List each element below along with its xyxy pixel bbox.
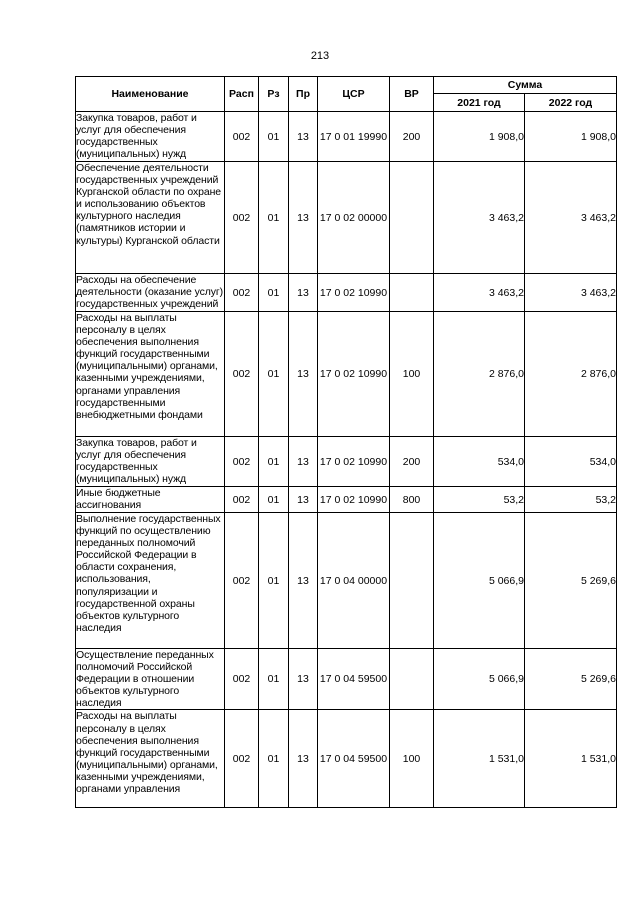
row-vr-cell: 100 <box>390 710 434 808</box>
col-header-name: Наименование <box>76 77 225 112</box>
row-vr-cell <box>390 649 434 710</box>
table-row <box>76 437 617 487</box>
row-pr-cell: 13 <box>289 112 318 162</box>
row-2021-cell: 5 066,9 <box>434 513 525 649</box>
table-row <box>76 112 617 162</box>
row-csr-cell: 17 0 04 00000 <box>318 513 390 649</box>
row-csr-cell: 17 0 01 19990 <box>318 112 390 162</box>
row-2022-cell: 2 876,0 <box>525 312 617 437</box>
row-name-cell: Расходы на выплаты персоналу в целях обеспечения выполнения функций государственными (муниципальными) органами, казенными учреждениями, органами управления <box>76 710 225 808</box>
row-2021-cell: 3 463,2 <box>434 162 525 274</box>
page-number: 213 <box>310 50 330 62</box>
row-csr-cell: 17 0 02 10990 <box>318 487 390 513</box>
row-rasp-cell: 002 <box>225 649 259 710</box>
col-header-2022: 2022 год <box>525 94 617 112</box>
row-rasp-cell: 002 <box>225 437 259 487</box>
row-name-cell: Иные бюджетные ассигнования <box>76 487 225 513</box>
row-2022-cell: 3 463,2 <box>525 274 617 312</box>
row-rasp-cell: 002 <box>225 112 259 162</box>
row-2022-cell: 3 463,2 <box>525 162 617 274</box>
row-pr-cell: 13 <box>289 312 318 437</box>
row-csr-cell: 17 0 02 00000 <box>318 162 390 274</box>
row-name-cell: Закупка товаров, работ и услуг для обеспечения государственных (муниципальных) нужд <box>76 112 225 162</box>
row-rz-cell: 01 <box>259 487 289 513</box>
row-vr-cell <box>390 274 434 312</box>
budget-table <box>75 76 617 808</box>
row-csr-cell: 17 0 02 10990 <box>318 437 390 487</box>
row-pr-cell: 13 <box>289 162 318 274</box>
row-2022-cell: 5 269,6 <box>525 513 617 649</box>
row-rz-cell: 01 <box>259 437 289 487</box>
row-name-cell: Закупка товаров, работ и услуг для обеспечения государственных (муниципальных) нужд <box>76 437 225 487</box>
col-header-vr: ВР <box>390 77 434 112</box>
row-2021-cell: 53,2 <box>434 487 525 513</box>
table-row <box>76 274 617 312</box>
col-header-rz: Рз <box>259 77 289 112</box>
row-2022-cell: 1 531,0 <box>525 710 617 808</box>
row-rz-cell: 01 <box>259 710 289 808</box>
row-vr-cell: 100 <box>390 312 434 437</box>
row-vr-cell <box>390 513 434 649</box>
row-2021-cell: 1 531,0 <box>434 710 525 808</box>
header-row <box>76 77 617 94</box>
row-rz-cell: 01 <box>259 162 289 274</box>
row-pr-cell: 13 <box>289 437 318 487</box>
row-rasp-cell: 002 <box>225 162 259 274</box>
row-pr-cell: 13 <box>289 513 318 649</box>
table-row <box>76 487 617 513</box>
row-name-cell: Расходы на обеспечение деятельности (оказание услуг) государственных учреждений <box>76 274 224 311</box>
col-header-rasp: Расп <box>225 77 259 112</box>
row-2022-cell: 5 269,6 <box>525 649 617 710</box>
row-2021-cell: 3 463,2 <box>434 274 525 312</box>
row-csr-cell: 17 0 02 10990 <box>318 274 390 312</box>
table-row <box>76 513 617 649</box>
row-2022-cell: 53,2 <box>525 487 617 513</box>
row-vr-cell <box>390 162 434 274</box>
col-header-pr: Пр <box>289 77 318 112</box>
table-row <box>76 312 617 437</box>
row-rasp-cell: 002 <box>225 513 259 649</box>
table-row <box>76 649 617 710</box>
row-rasp-cell: 002 <box>225 312 259 437</box>
row-pr-cell: 13 <box>289 710 318 808</box>
row-2021-cell: 5 066,9 <box>434 649 525 710</box>
col-header-csr: ЦСР <box>318 77 390 112</box>
row-2022-cell: 1 908,0 <box>525 112 617 162</box>
row-vr-cell: 800 <box>390 487 434 513</box>
row-name-cell: Расходы на выплаты персоналу в целях обеспечения выполнения функций государственными (муниципальными) органами, казенными учреждениями, органами управления государственными внебюджетными фондами <box>76 312 225 437</box>
row-pr-cell: 13 <box>289 487 318 513</box>
table-row <box>76 162 617 274</box>
row-2021-cell: 1 908,0 <box>434 112 525 162</box>
row-csr-cell: 17 0 04 59500 <box>318 649 390 710</box>
row-name-cell: Обеспечение деятельности государственных учреждений Курганской области по охране и использованию объектов культурного наследия (памятников истории и культуры) Курганской области <box>76 162 225 274</box>
row-2021-cell: 534,0 <box>434 437 525 487</box>
row-name-cell: Выполнение государственных функций по осуществлению переданных полномочий Российской Федерации в области сохранения, использования, популяризации и государственной охраны объектов культурного наследия <box>76 513 225 649</box>
row-csr-cell: 17 0 04 59500 <box>318 710 390 808</box>
row-vr-cell: 200 <box>390 112 434 162</box>
row-name-cell: Осуществление переданных полномочий Российской Федерации в отношении объектов культурного наследия <box>76 649 225 710</box>
row-vr-cell: 200 <box>390 437 434 487</box>
row-pr-cell: 13 <box>289 274 318 312</box>
row-2022-cell: 534,0 <box>525 437 617 487</box>
row-pr-cell: 13 <box>289 649 318 710</box>
row-rz-cell: 01 <box>259 513 289 649</box>
row-rz-cell: 01 <box>259 312 289 437</box>
row-rz-cell: 01 <box>259 274 289 312</box>
row-csr-cell: 17 0 02 10990 <box>318 312 390 437</box>
row-rasp-cell: 002 <box>225 274 259 312</box>
table-row <box>76 710 617 808</box>
row-rz-cell: 01 <box>259 649 289 710</box>
row-rasp-cell: 002 <box>225 710 259 808</box>
table-body <box>76 112 617 808</box>
row-rasp-cell: 002 <box>225 487 259 513</box>
row-rz-cell: 01 <box>259 112 289 162</box>
col-header-2021: 2021 год <box>434 94 525 112</box>
row-2021-cell: 2 876,0 <box>434 312 525 437</box>
col-header-sum: Сумма <box>434 77 617 94</box>
